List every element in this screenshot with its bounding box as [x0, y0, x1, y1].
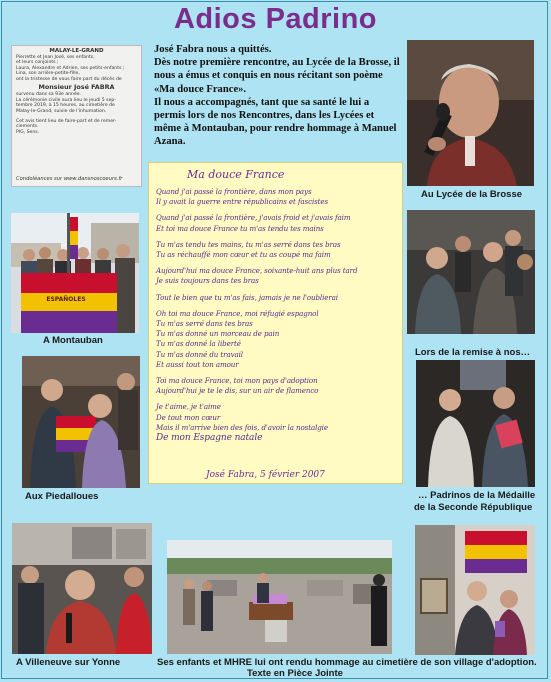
notice-line: Pierrette et Jean José, ses enfants,: [16, 54, 95, 60]
notice-line: survenu dans sa 93e année.: [16, 92, 82, 98]
photo-drapeau: [415, 525, 535, 655]
poem-line: Tu m'as donné un morceau de pain: [156, 329, 280, 339]
notice-line: tembre 2019, à 15 heures, au cimetière de: [16, 103, 115, 109]
poem-line: Et toi ma douce France tu m'as tendu tes mains: [156, 223, 324, 233]
poem-line: Il y avait la guerre entre républicains et fascistes: [156, 197, 329, 207]
photo-lycee-brosse: [407, 40, 534, 186]
notice-line: Malay-le-Grand, suivie de l'inhumation.: [16, 108, 107, 114]
photo-cimetiere: [167, 540, 392, 654]
caption-padrinos-1: … Padrinos de la Médaille: [418, 490, 536, 501]
poem-line: Tu m'as donné du travail: [156, 349, 243, 359]
notice-line: PIG, Sens.: [16, 129, 40, 135]
intro-line: Dès notre première rencontre, au Lycée de la Brosse, il nous a émus et conquis en nous récitant son poème «Ma douce France».: [154, 57, 400, 95]
poem-line: Tu m'as tendu tes mains, tu m'as serré dans tes bras: [156, 239, 341, 249]
caption-montauban: A Montauban: [43, 335, 103, 346]
caption-padrinos-2: de la Seconde République: [414, 502, 533, 513]
poem-line: Et aussi tout ton amour: [156, 359, 239, 369]
poem-line: Tu as réchauffé mon cœur et tu as coupé ma faim: [156, 250, 331, 259]
notice-thanks: [16, 119, 137, 136]
photo-padrinos: [416, 360, 535, 487]
poem-line: Tout le bien que tu m'as fais, jamais je ne l'oublierai: [156, 292, 338, 302]
photo-remise: [407, 210, 535, 334]
notice-line: ciements.: [16, 124, 39, 130]
notice-line: Laura, Alexandre et Adrien, ses petits-enfants ;: [16, 65, 125, 71]
poem-line: Tu m'as serré dans tes bras: [156, 319, 253, 328]
photo-piedalloues: [22, 356, 140, 488]
notice-line: Lina, son arrière-petite-fille,: [16, 71, 80, 77]
notice-place: MALAY-LE-GRAND: [49, 48, 104, 54]
photo-montauban: [11, 213, 139, 333]
caption-piedalloues: Aux Piedalloues: [25, 491, 99, 502]
page-title: Adios Padrino: [173, 3, 378, 35]
poem-line: Quand j'ai passé la frontière, dans mon pays: [156, 187, 312, 196]
photo-villeneuve: [12, 523, 152, 654]
obituary-notice: [11, 45, 142, 187]
notice-footer: Condoléances sur www.dansnoscoeurs.fr: [16, 176, 123, 183]
notice-line: ont la tristesse de vous faire part du décès de: [16, 76, 122, 82]
poem-line: Tu m'as donné la liberté: [156, 339, 241, 349]
poem-title: Ma douce France: [187, 168, 285, 181]
notice-family: [16, 55, 137, 83]
notice-line: et leurs conjoints ;: [16, 60, 59, 66]
poem-line: Je suis toujours dans tes bras: [156, 276, 259, 286]
poem-line: Quand j'ai passé la frontière, j'avais froid et j'avais faim: [156, 213, 351, 223]
flag-label: ESPAÑOLES: [46, 296, 86, 303]
poem-box: [148, 162, 403, 484]
poem-line: De mon Espagne natale: [156, 433, 263, 443]
poem-line: Aujourd'hui je te le dis, sur un air de flamenco: [156, 386, 319, 396]
notice-line: La cérémonie civile aura lieu le jeudi 5 sep-: [16, 97, 116, 103]
poem-line: Je t'aime, je t'aime: [156, 402, 221, 412]
intro-line: José Fabra nous a quittés.: [154, 44, 272, 55]
poem-line: Aujourd'hui ma douce France, soixante-huit ans plus tard: [156, 266, 358, 276]
caption-lycee-brosse: Au Lycée de la Brosse: [421, 189, 523, 200]
poem-signature: José Fabra, 5 février 2007: [206, 470, 325, 480]
notice-line: Cet avis tient lieu de faire-part et de remer-: [16, 118, 117, 124]
caption-cimetiere-1: Ses enfants et MHRE lui ont rendu hommage au cimetière de son village d'adoption.: [157, 657, 537, 668]
caption-cimetiere-2: Texte en Pièce Jointe: [247, 668, 343, 679]
poem-line: Toi ma douce France, toi mon pays d'adoption: [156, 376, 318, 385]
caption-remise: Lors de la remise à nos…: [415, 347, 531, 358]
notice-deceased-name: Monsieur José FABRA: [38, 82, 115, 91]
intro-line: Il nous a accompagnés, tant que sa santé le lui a permis lors de nos Rencontres, dans les Lycées et même à Montauban, pour rendre hommage à Manuel Azana.: [154, 96, 397, 148]
caption-villeneuve: A Villeneuve sur Yonne: [16, 657, 121, 668]
poem-line: Oh toi ma douce France, moi réfugié espagnol: [156, 308, 319, 318]
poem-line: De tout mon cœur: [156, 412, 221, 422]
notice-ceremony: [16, 92, 137, 114]
poem-line: Mais il m'arrive bien des fois, d'avoir la nostalgie: [156, 422, 328, 432]
intro-text: [154, 43, 402, 149]
